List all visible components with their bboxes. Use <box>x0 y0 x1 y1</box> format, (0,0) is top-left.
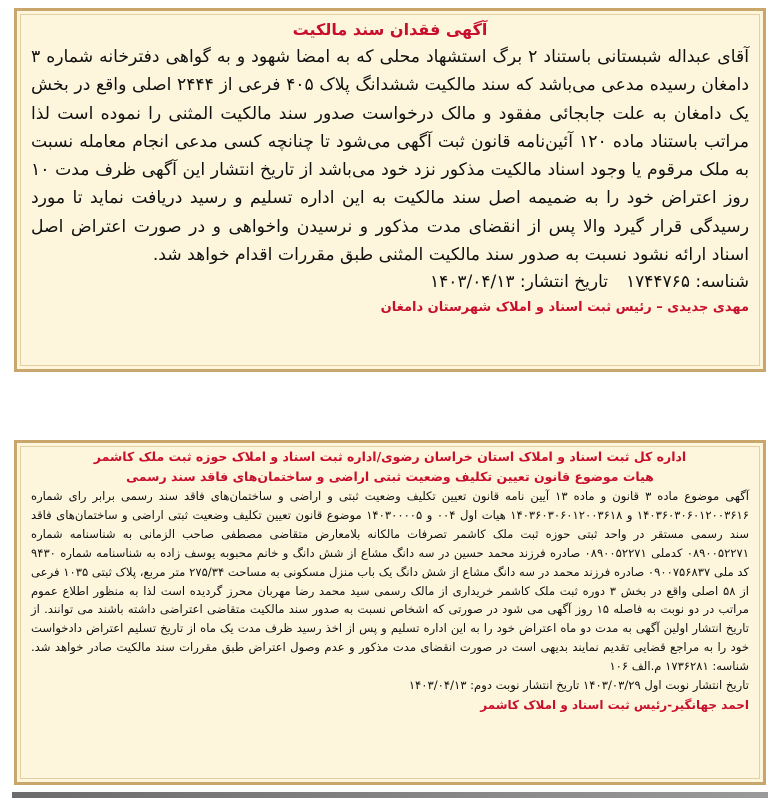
notice-title-line-2: هیات موضوع قانون تعیین تکلیف وضعیت ثبتی اراضی و ساختمان‌های فاقد سند رسمی <box>126 469 654 484</box>
notice-loss-of-title-deed <box>14 8 766 372</box>
publication-date: تاریخ انتشار: ۱۴۰۳/۰۴/۱۳ <box>430 272 609 293</box>
signature: مهدی جدیدی – رئیس ثبت اسناد و املاک شهرستان دامغان <box>380 300 749 316</box>
notice-title-line-1: اداره کل ثبت اسناد و املاک استان خراسان رضوی/اداره ثبت اسناد و املاک حوزه ثبت ملک کاشمر <box>93 449 687 464</box>
notice-meta <box>31 269 749 296</box>
notice-land-status-board <box>14 440 766 785</box>
notice-body: آگهی موضوع ماده ۳ قانون و ماده ۱۳ آیین نامه قانون تعیین تکلیف وضعیت ثبتی و اراضی و ساختمان‌های فاقد سند رسمی برابر رای شماره ۱۴۰۳۶۰۳۰۶۰۱۲۰۰۳۶۱۶ و ۱۴۰۳۶۰۳۰۶۰۱۲۰۰۳۶۱۸ هیات اول ۰۰۴ و ۱۴۰۳۰۰۰۰۵ موضوع قانون تعیین تکلیف وضعیت ثبتی اراضی و ساختمان‌های فاقد سند رسمی مستقر در واحد ثبتی حوزه ثبت ملک کاشمر تصرفات مالکانه بلامعارض متقاضی مصطفی صاحب الزمانی به شناسنامه شماره ۰۸۹۰۰۵۲۲۷۱ کدملی ۰۸۹۰۰۵۲۲۷۱ صادره فرزند محمد حسین در سه دانگ مشاع از شش دانگ و خانم محبوبه یوسف زاده به شناسنامه شماره ۹۴۳۰ کد ملی ۰۹۰۰۷۵۶۸۳۷ صادره فرزند محمد در سه دانگ مشاع از شش دانگ یک باب منزل مسکونی به مساحت ۲۷۵/۳۴ متر مربع، پلاک ثبتی ۱۰۳۵ فرعی از ۵۸ اصلی واقع در بخش ۳ دوره ثبت ملک کاشمر خریداری از مالک رسمی سید محمد رضا مهربان محرز گردیده است لذا به منظور اطلاع عموم مراتب در دو نوبت به فاصله ۱۵ روز آگهی می شود در صورتی که اشخاص نسبت به صدور سند مالکیت متقاضی اعتراضی داشته باشند می توانند. از تاریخ انتشار اولین آگهی به مدت دو ماه اعتراض خود را به این اداره تسلیم و پس از اخذ رسید ظرف مدت یک ماه از تاریخ تسلیم اعتراض دادخواست خود را به مراجع قضایی تقدیم نمایند بدیهی است در صورت انقضای مدت مذکور و عدم وصول اعتراض طبق مقررات سند مالکیت صادر خواهد شد. شناسه: ۱۷۳۶۲۸۱ م.الف ۱۰۶ <box>31 489 750 674</box>
publication-dates: تاریخ انتشار نوبت اول ۱۴۰۳/۰۳/۲۹ تاریخ انتشار نوبت دوم: ۱۴۰۳/۰۴/۱۳ <box>408 678 749 693</box>
notice-body: آقای عبداله شبستانی باستناد ۲ برگ استشهاد محلی که به امضا شهود و به گواهی دفترخانه شماره ۳ دامغان رسیده مدعی می‌باشد که سند مالکیت ششدانگ پلاک ۴۰۵ فرعی از ۲۴۴۴ اصلی واقع در بخش یک دامغان به علت جابجائی مفقود و مالک درخواست صدور سند مالکیت المثنی را نموده است لذا مراتب باستناد ماده ۱۲۰ آئین‌نامه قانون ثبت آگهی می‌شود تا چنانچه کسی مدعی انجام معامله نسبت به ملک مرقوم یا وجود اسناد مالکیت مذکور نزد خود می‌باشد از تاریخ انتشار این آگهی ظرف مدت ۱۰ روز اعتراض خود را به ضمیمه اصل سند مالکیت به این اداره تسلیم و رسید دریافت نماید تا مورد رسیدگی قرار گیرد والا پس از انقضای مدت مذکور و نرسیدن واخواهی و در صورت اعتراض اصل اسناد ارائه نشود نسبت به صدور سند مالکیت المثنی طبق مقررات اقدام خواهد شد. <box>31 47 749 266</box>
next-notice-edge <box>12 792 768 798</box>
notice-title: آگهی فقدان سند مالکیت <box>292 20 488 39</box>
notice-id: شناسه: ۱۷۴۴۷۶۵ <box>626 272 749 293</box>
signature: احمد جهانگیر-رئیس ثبت اسناد و املاک کاشمر <box>480 698 749 713</box>
